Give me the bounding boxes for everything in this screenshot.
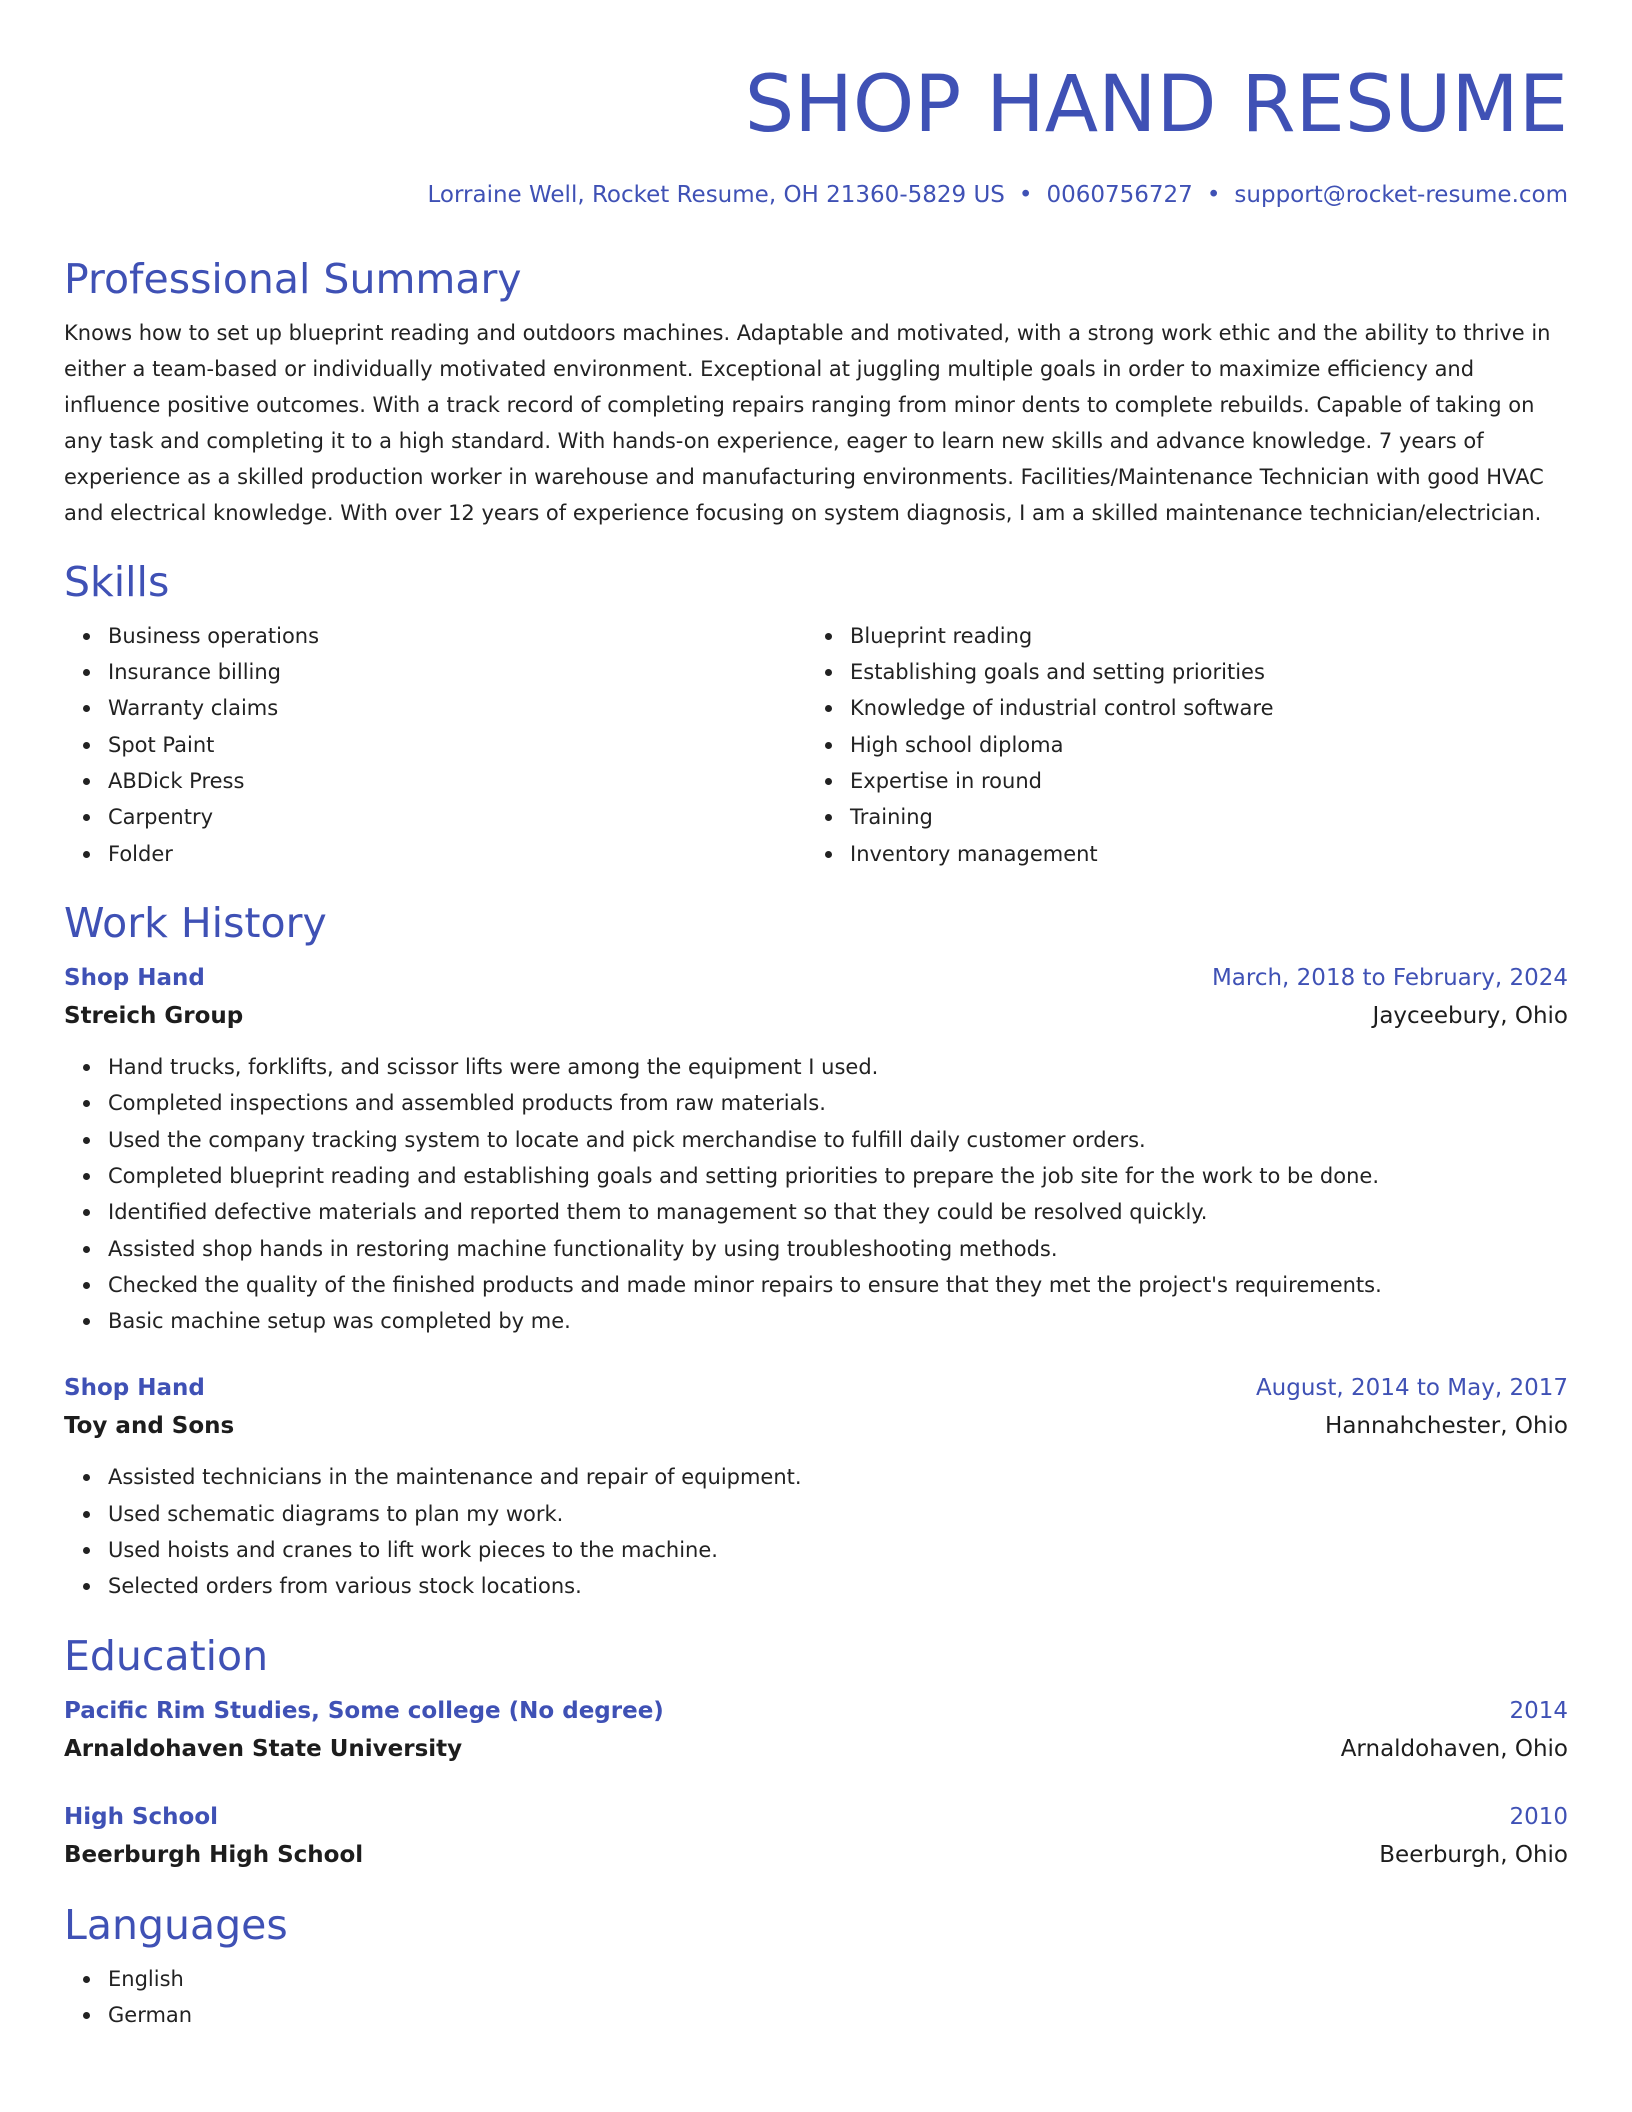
school-location: Arnaldohaven, Ohio — [1340, 1735, 1568, 1762]
language-item: English — [108, 1961, 1568, 1997]
skill-item: Warranty claims — [108, 690, 806, 726]
duty-item: Assisted shop hands in restoring machine functionality by using troubleshooting methods. — [108, 1231, 1568, 1267]
separator-dot: • — [1018, 182, 1033, 208]
skill-item: Insurance billing — [108, 654, 806, 690]
duty-item: Hand trucks, forklifts, and scissor lifts were among the equipment I used. — [108, 1049, 1568, 1085]
graduation-year: 2014 — [1509, 1697, 1568, 1724]
language-item: German — [108, 1997, 1568, 2033]
skill-item: Inventory management — [850, 836, 1548, 872]
job-title: Shop Hand — [64, 1375, 205, 1402]
education-entry — [64, 1798, 1568, 1874]
job-duties — [64, 1049, 1568, 1339]
duty-item: Assisted technicians in the maintenance and repair of equipment. — [108, 1459, 1568, 1495]
skill-item: Folder — [108, 836, 806, 872]
duty-item: Used the company tracking system to locate and pick merchandise to fulfill daily customer orders. — [108, 1122, 1568, 1158]
section-heading-skills: Skills — [64, 557, 170, 606]
contact-phone: 0060756727 — [1046, 182, 1193, 208]
skill-item: Establishing goals and setting priorities — [850, 654, 1548, 690]
duty-item: Completed inspections and assembled products from raw materials. — [108, 1085, 1568, 1121]
contact-email[interactable]: support@rocket-resume.com — [1234, 182, 1568, 208]
section-heading-summary: Professional Summary — [64, 254, 522, 303]
skill-item: Knowledge of industrial control software — [850, 690, 1548, 726]
job-title: Shop Hand — [64, 965, 205, 992]
contact-address: Lorraine Well, Rocket Resume, OH 21360-5829 US — [427, 182, 1005, 208]
section-heading-languages: Languages — [64, 1900, 288, 1949]
duty-item: Selected orders from various stock locations. — [108, 1568, 1568, 1604]
skill-item: Spot Paint — [108, 727, 806, 763]
skills-column-right — [806, 618, 1548, 872]
section-heading-work-history: Work History — [64, 898, 327, 947]
job-location: Hannahchester, Ohio — [1325, 1413, 1568, 1440]
skill-item: Training — [850, 799, 1548, 835]
graduation-year: 2010 — [1509, 1803, 1568, 1830]
skill-item: Business operations — [108, 618, 806, 654]
duty-item: Used hoists and cranes to lift work pieces to the machine. — [108, 1532, 1568, 1568]
skill-item: Blueprint reading — [850, 618, 1548, 654]
job-location: Jayceebury, Ohio — [1372, 1003, 1568, 1030]
company-name: Streich Group — [64, 1003, 244, 1030]
resume-title: SHOP HAND RESUME — [744, 60, 1568, 150]
duty-item: Checked the quality of the finished products and made minor repairs to ensure that they met the project's requirements. — [108, 1267, 1568, 1303]
degree-name: Pacific Rim Studies, Some college (No degree) — [64, 1697, 664, 1724]
contact-info — [64, 182, 1568, 210]
job-entry — [64, 1369, 1568, 1604]
summary-text: Knows how to set up blueprint reading and outdoors machines. Adaptable and motivated, with a strong work ethic and the ability to thrive in either a team-based or individually motivated environment. Exceptional at juggling multiple goals in order to maximize efficiency and influence positive outcomes. With a track record of completing repairs ranging from minor dents to complete rebuilds. Capable of taking on any task and completing it to a high standard. With hands-on experience, eager to learn new skills and advance knowledge. 7 years of experience as a skilled production worker in warehouse and manufacturing environments. Facilities/Maintenance Technician with good HVAC and electrical knowledge. With over 12 years of experience focusing on system diagnosis, I am a skilled maintenance technician/electrician. — [64, 320, 1551, 525]
separator-dot: • — [1206, 182, 1221, 208]
company-name: Toy and Sons — [64, 1413, 235, 1440]
job-dates: August, 2014 to May, 2017 — [1255, 1375, 1568, 1402]
duty-item: Completed blueprint reading and establishing goals and setting priorities to prepare the job site for the work to be done. — [108, 1158, 1568, 1194]
duty-item: Identified defective materials and reported them to management so that they could be resolved quickly. — [108, 1194, 1568, 1230]
job-duties — [64, 1459, 1568, 1604]
job-entry — [64, 959, 1568, 1339]
section-heading-education: Education — [64, 1631, 269, 1680]
skills-list — [64, 618, 1568, 872]
duty-item: Basic machine setup was completed by me. — [108, 1303, 1568, 1339]
skills-column-left — [64, 618, 806, 872]
duty-item: Used schematic diagrams to plan my work. — [108, 1496, 1568, 1532]
school-location: Beerburgh, Ohio — [1379, 1841, 1568, 1868]
education-entry — [64, 1692, 1568, 1768]
skill-item: ABDick Press — [108, 763, 806, 799]
school-name: Arnaldohaven State University — [64, 1735, 463, 1762]
job-dates: March, 2018 to February, 2024 — [1211, 965, 1568, 992]
skill-item: Carpentry — [108, 799, 806, 835]
degree-name: High School — [64, 1803, 219, 1830]
languages-list — [64, 1961, 1568, 2034]
skill-item: High school diploma — [850, 727, 1548, 763]
school-name: Beerburgh High School — [64, 1841, 364, 1868]
skill-item: Expertise in round — [850, 763, 1548, 799]
resume-page — [64, 0, 1568, 2034]
